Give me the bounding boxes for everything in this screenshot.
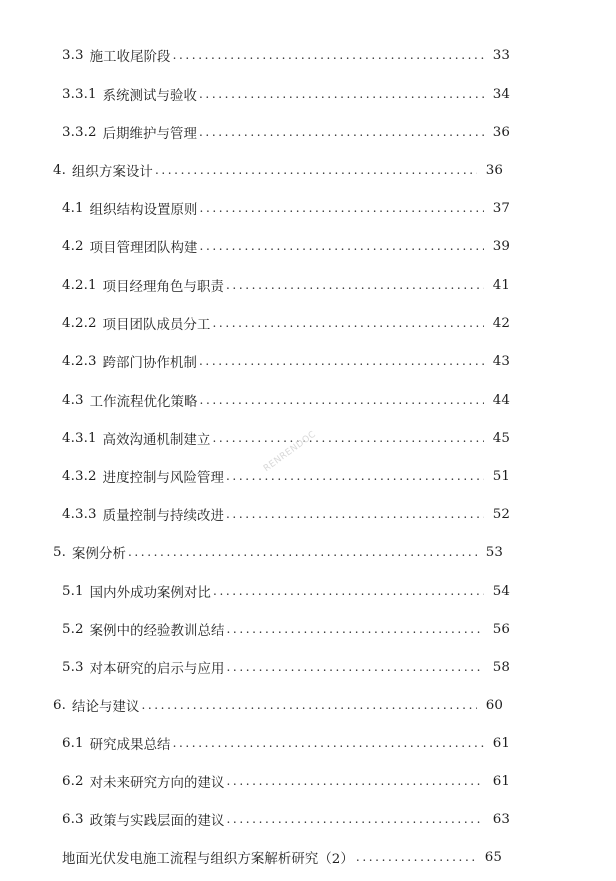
toc-entry-title: 地面光伏发电施工流程与组织方案解析研究（2）	[62, 851, 354, 867]
toc-entry-5[interactable]	[53, 541, 503, 563]
toc-entry-title: 组织方案设计	[71, 164, 153, 180]
toc-entry-page: 39	[492, 238, 510, 254]
toc-leader-dots	[200, 393, 484, 407]
toc-entry-title: 研究成果总结	[89, 737, 171, 753]
toc-entry-page: 56	[492, 621, 510, 637]
toc-entry-4-3[interactable]	[62, 389, 510, 411]
toc-entry-title: 结论与建议	[71, 699, 140, 715]
toc-entry-number: 6.	[53, 697, 66, 713]
toc-entry-title: 对未来研究方向的建议	[89, 775, 225, 791]
toc-entry-title: 高效沟通机制建立	[102, 432, 211, 448]
toc-leader-dots	[199, 125, 484, 139]
toc-entry-number: 4.3.3	[62, 506, 97, 522]
toc-entry-number: 4.2.2	[62, 315, 97, 331]
toc-leader-dots	[128, 545, 477, 559]
toc-entry-3-3-2[interactable]	[62, 121, 510, 143]
toc-entry-number: 4.	[53, 162, 66, 178]
toc-entry-number: 6.3	[62, 811, 84, 827]
toc-entry-6-3[interactable]	[62, 808, 510, 830]
toc-leader-dots	[227, 774, 484, 788]
toc-entry-3-3[interactable]	[62, 44, 510, 66]
toc-entry-page: 45	[492, 430, 510, 446]
toc-leader-dots	[200, 239, 484, 253]
toc-entry-number: 4.3.2	[62, 468, 97, 484]
toc-entry-number: 6.2	[62, 773, 84, 789]
toc-entry-page: 58	[492, 659, 510, 675]
toc-entry-page: 33	[492, 47, 510, 63]
toc-entry-page: 36	[492, 124, 510, 140]
toc-entry-number: 3.3	[62, 47, 84, 63]
toc-entry-5-1[interactable]	[62, 580, 510, 602]
toc-entry-title: 对本研究的启示与应用	[89, 661, 225, 677]
toc-entry-page: 41	[492, 277, 510, 293]
toc-entry-4-2-2[interactable]	[62, 312, 510, 334]
toc-entry-4-3-3[interactable]	[62, 503, 510, 525]
toc-entry-page: 36	[485, 162, 503, 178]
toc-entry-page: 51	[492, 468, 510, 484]
toc-entry-title: 项目团队成员分工	[102, 317, 211, 333]
toc-leader-dots	[213, 584, 484, 598]
toc-entry-title: 跨部门协作机制	[102, 355, 198, 371]
toc-entry-4-3-2[interactable]	[62, 465, 510, 487]
toc-entry-4-2-1[interactable]	[62, 274, 510, 296]
toc-entry-6-1[interactable]	[62, 732, 510, 754]
toc-entry-page: 54	[492, 583, 510, 599]
toc-leader-dots	[199, 354, 484, 368]
toc-leader-dots	[226, 278, 484, 292]
toc-leader-dots	[226, 469, 484, 483]
toc-entry-number: 4.2.3	[62, 353, 97, 369]
toc-entry-title: 国内外成功案例对比	[89, 585, 212, 601]
toc-entry-4-1[interactable]	[62, 197, 510, 219]
toc-entry-number: 4.2.1	[62, 277, 97, 293]
toc-entry-title: 案例中的经验教训总结	[89, 623, 225, 639]
toc-leader-dots	[200, 201, 484, 215]
toc-entry-6[interactable]	[53, 694, 503, 716]
toc-leader-dots	[356, 850, 476, 864]
toc-entry-title: 进度控制与风险管理	[102, 470, 224, 486]
toc-entry-page: 52	[492, 506, 510, 522]
toc-leader-dots	[213, 431, 484, 445]
toc-entry-page: 44	[492, 392, 510, 408]
toc-entry-title: 质量控制与持续改进	[102, 508, 224, 524]
toc-entry-3-3-1[interactable]	[62, 83, 510, 105]
toc-entry-title: 案例分析	[71, 546, 126, 562]
toc-leader-dots	[173, 736, 484, 750]
toc-entry-number: 5.3	[62, 659, 84, 675]
toc-entry-page: 61	[492, 773, 510, 789]
toc-entry-4-2[interactable]	[62, 235, 510, 257]
toc-leader-dots	[226, 507, 484, 521]
toc-entry-page: 37	[492, 200, 510, 216]
toc-entry-title: 项目经理角色与职责	[102, 279, 224, 295]
toc-entry-page: 63	[492, 811, 510, 827]
toc-entry-number: 3.3.1	[62, 86, 97, 102]
watermark: RENRENDOC	[262, 429, 319, 475]
toc-entry-title: 系统测试与验收	[102, 88, 198, 104]
toc-entry-page: 53	[485, 544, 503, 560]
toc-entry-title: 组织结构设置原则	[89, 202, 198, 218]
toc-leader-dots	[173, 48, 484, 62]
toc-leader-dots	[141, 698, 477, 712]
toc-entry-page: 42	[492, 315, 510, 331]
toc-entry-number: 4.3	[62, 392, 84, 408]
toc-entry-number: 6.1	[62, 735, 84, 751]
toc-leader-dots	[227, 812, 484, 826]
toc-entry-6-2[interactable]	[62, 770, 510, 792]
toc-entry-title: 后期维护与管理	[102, 126, 198, 142]
toc-entry-title: 工作流程优化策略	[89, 394, 198, 410]
toc-entry-number: 3.3.2	[62, 124, 97, 140]
toc-entry-number: 4.3.1	[62, 430, 97, 446]
toc-entry-4[interactable]	[53, 159, 503, 181]
toc-leader-dots	[213, 316, 484, 330]
toc-entry-title: 政策与实践层面的建议	[89, 813, 225, 829]
toc-leader-dots	[227, 622, 484, 636]
toc-entry-5-3[interactable]	[62, 656, 510, 678]
toc-leader-dots	[227, 660, 484, 674]
toc-entry-number: 4.2	[62, 238, 84, 254]
toc-entry-number: 5.	[53, 544, 66, 560]
toc-entry-page: 60	[485, 697, 503, 713]
toc-leader-dots	[155, 163, 477, 177]
toc-entry-title: 施工收尾阶段	[89, 49, 171, 65]
toc-leader-dots	[199, 87, 484, 101]
toc-entry-4-3-1[interactable]	[62, 427, 510, 449]
toc-entry-page: 34	[492, 86, 510, 102]
toc-entry-title: 项目管理团队构建	[89, 240, 198, 256]
toc-entry-number: 4.1	[62, 200, 84, 216]
toc-entry-number: 5.1	[62, 583, 84, 599]
toc-entry-page: 65	[484, 849, 502, 865]
toc-entry-number: 5.2	[62, 621, 84, 637]
toc-entry-4-2-3[interactable]	[62, 350, 510, 372]
toc-entry-page: 61	[492, 735, 510, 751]
toc-entry-part-2[interactable]	[62, 846, 502, 868]
toc-entry-5-2[interactable]	[62, 618, 510, 640]
toc-entry-page: 43	[492, 353, 510, 369]
